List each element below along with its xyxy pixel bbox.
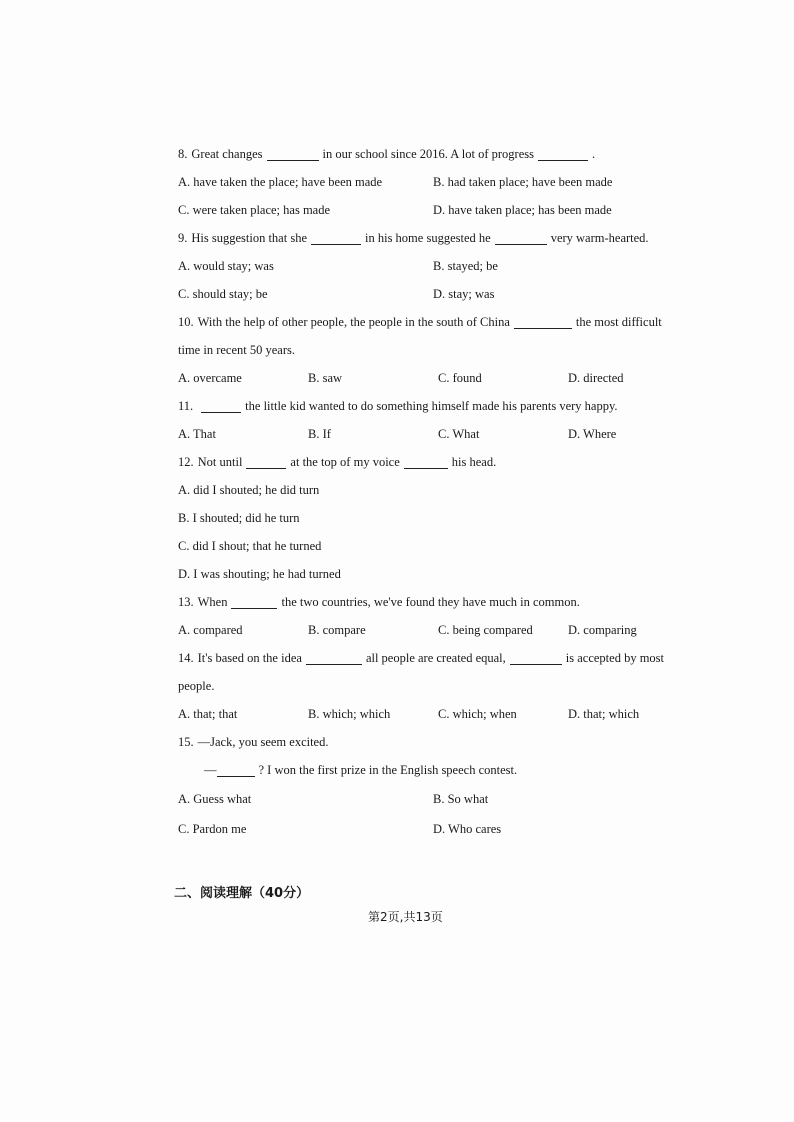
option-b[interactable]: B. compare bbox=[308, 622, 366, 637]
question-15-stem-cont bbox=[178, 756, 698, 784]
option-b[interactable]: B. If bbox=[308, 426, 331, 441]
answer-blank bbox=[514, 316, 572, 329]
option-d[interactable]: D. I was shouting; he had turned bbox=[178, 566, 341, 581]
stem-text: is accepted by most bbox=[565, 650, 665, 665]
option-c[interactable]: C. which; when bbox=[438, 706, 517, 721]
stem-text: His suggestion that she bbox=[191, 230, 307, 245]
question-13-options bbox=[178, 616, 698, 644]
question-11-stem bbox=[178, 392, 698, 420]
question-15-options-row2 bbox=[178, 814, 698, 844]
option-b[interactable]: B. I shouted; did he turn bbox=[178, 510, 300, 525]
option-a[interactable]: A. That bbox=[178, 426, 216, 441]
answer-blank bbox=[267, 148, 319, 161]
option-c[interactable]: C. were taken place; has made bbox=[178, 202, 331, 217]
question-number: 12. bbox=[178, 454, 194, 469]
option-b[interactable]: B. stayed; be bbox=[433, 258, 498, 273]
stem-text: the most difficult bbox=[575, 314, 662, 329]
option-c[interactable]: C. found bbox=[438, 370, 482, 385]
option-c[interactable]: C. What bbox=[438, 426, 480, 441]
question-12-option-a-row bbox=[178, 476, 698, 504]
question-14-stem-cont bbox=[178, 672, 698, 700]
stem-text: his head. bbox=[451, 454, 497, 469]
stem-text: ? I won the first prize in the English speech contest. bbox=[258, 762, 518, 777]
option-d[interactable]: D. Where bbox=[568, 426, 617, 441]
option-a[interactable]: A. would stay; was bbox=[178, 258, 274, 273]
stem-text: Not until bbox=[197, 454, 243, 469]
question-9-options-row2 bbox=[178, 280, 698, 308]
answer-blank bbox=[231, 596, 277, 609]
question-14-options bbox=[178, 700, 698, 728]
stem-text: . bbox=[591, 146, 596, 161]
question-number: 10. bbox=[178, 314, 194, 329]
section-title: 二、阅读理解（40分） bbox=[174, 886, 310, 901]
question-14-stem bbox=[178, 644, 698, 672]
option-d[interactable]: D. have taken place; has been made bbox=[433, 202, 612, 217]
question-number: 8. bbox=[178, 146, 188, 161]
answer-blank bbox=[311, 232, 361, 245]
question-number: 15. bbox=[178, 734, 194, 749]
question-10-options bbox=[178, 364, 698, 392]
question-number: 9. bbox=[178, 230, 188, 245]
question-list bbox=[178, 140, 698, 844]
option-a[interactable]: A. Guess what bbox=[178, 791, 252, 806]
question-10-stem-cont bbox=[178, 336, 698, 364]
question-15-stem bbox=[178, 728, 698, 756]
option-d[interactable]: D. comparing bbox=[568, 622, 637, 637]
question-13-stem bbox=[178, 588, 698, 616]
question-10-stem bbox=[178, 308, 698, 336]
question-15-options-row1 bbox=[178, 784, 698, 814]
question-12-option-b-row bbox=[178, 504, 698, 532]
question-number: 11. bbox=[178, 398, 194, 413]
option-d[interactable]: D. that; which bbox=[568, 706, 640, 721]
option-a[interactable]: A. compared bbox=[178, 622, 243, 637]
question-9-stem bbox=[178, 224, 698, 252]
stem-text: at the top of my voice bbox=[290, 454, 400, 469]
question-number: 13. bbox=[178, 594, 194, 609]
option-a[interactable]: A. did I shouted; he did turn bbox=[178, 482, 320, 497]
stem-text: people. bbox=[178, 678, 215, 693]
stem-text: the little kid wanted to do something himself made his parents very happy. bbox=[245, 398, 618, 413]
question-number: 14. bbox=[178, 650, 194, 665]
question-12-option-d-row bbox=[178, 560, 698, 588]
stem-text: — bbox=[204, 762, 217, 777]
option-b[interactable]: B. So what bbox=[433, 791, 489, 806]
answer-blank bbox=[495, 232, 547, 245]
stem-text: With the help of other people, the people in the south of China bbox=[197, 314, 510, 329]
question-8-options-row1 bbox=[178, 168, 698, 196]
question-12-option-c-row bbox=[178, 532, 698, 560]
answer-blank bbox=[201, 400, 241, 413]
question-8-stem bbox=[178, 140, 698, 168]
answer-blank bbox=[217, 764, 255, 777]
option-d[interactable]: D. directed bbox=[568, 370, 624, 385]
option-c[interactable]: C. being compared bbox=[438, 622, 533, 637]
answer-blank bbox=[510, 652, 562, 665]
answer-blank bbox=[538, 148, 588, 161]
option-a[interactable]: A. overcame bbox=[178, 370, 242, 385]
question-12-stem bbox=[178, 448, 698, 476]
stem-text: the two countries, we've found they have much in common. bbox=[281, 594, 580, 609]
stem-text: all people are created equal, bbox=[365, 650, 506, 665]
option-d[interactable]: D. stay; was bbox=[433, 286, 495, 301]
option-c[interactable]: C. should stay; be bbox=[178, 286, 268, 301]
stem-text: very warm-hearted. bbox=[550, 230, 649, 245]
option-b[interactable]: B. which; which bbox=[308, 706, 391, 721]
option-c[interactable]: C. Pardon me bbox=[178, 821, 247, 836]
answer-blank bbox=[246, 456, 286, 469]
stem-text: time in recent 50 years. bbox=[178, 342, 295, 357]
answer-blank bbox=[404, 456, 448, 469]
question-8-options-row2 bbox=[178, 196, 698, 224]
question-9-options-row1 bbox=[178, 252, 698, 280]
option-c[interactable]: C. did I shout; that he turned bbox=[178, 538, 322, 553]
option-b[interactable]: B. had taken place; have been made bbox=[433, 174, 613, 189]
answer-blank bbox=[306, 652, 362, 665]
page-footer: 第2页,共13页 bbox=[368, 910, 443, 924]
option-d[interactable]: D. Who cares bbox=[433, 821, 502, 836]
stem-text: in our school since 2016. A lot of progress bbox=[322, 146, 534, 161]
stem-text: in his home suggested he bbox=[365, 230, 491, 245]
question-11-options bbox=[178, 420, 698, 448]
stem-text: When bbox=[197, 594, 228, 609]
stem-text: It's based on the idea bbox=[197, 650, 302, 665]
stem-text: Great changes bbox=[191, 146, 263, 161]
stem-text: —Jack, you seem excited. bbox=[197, 734, 329, 749]
option-a[interactable]: A. that; that bbox=[178, 706, 238, 721]
option-a[interactable]: A. have taken the place; have been made bbox=[178, 174, 383, 189]
option-b[interactable]: B. saw bbox=[308, 370, 343, 385]
